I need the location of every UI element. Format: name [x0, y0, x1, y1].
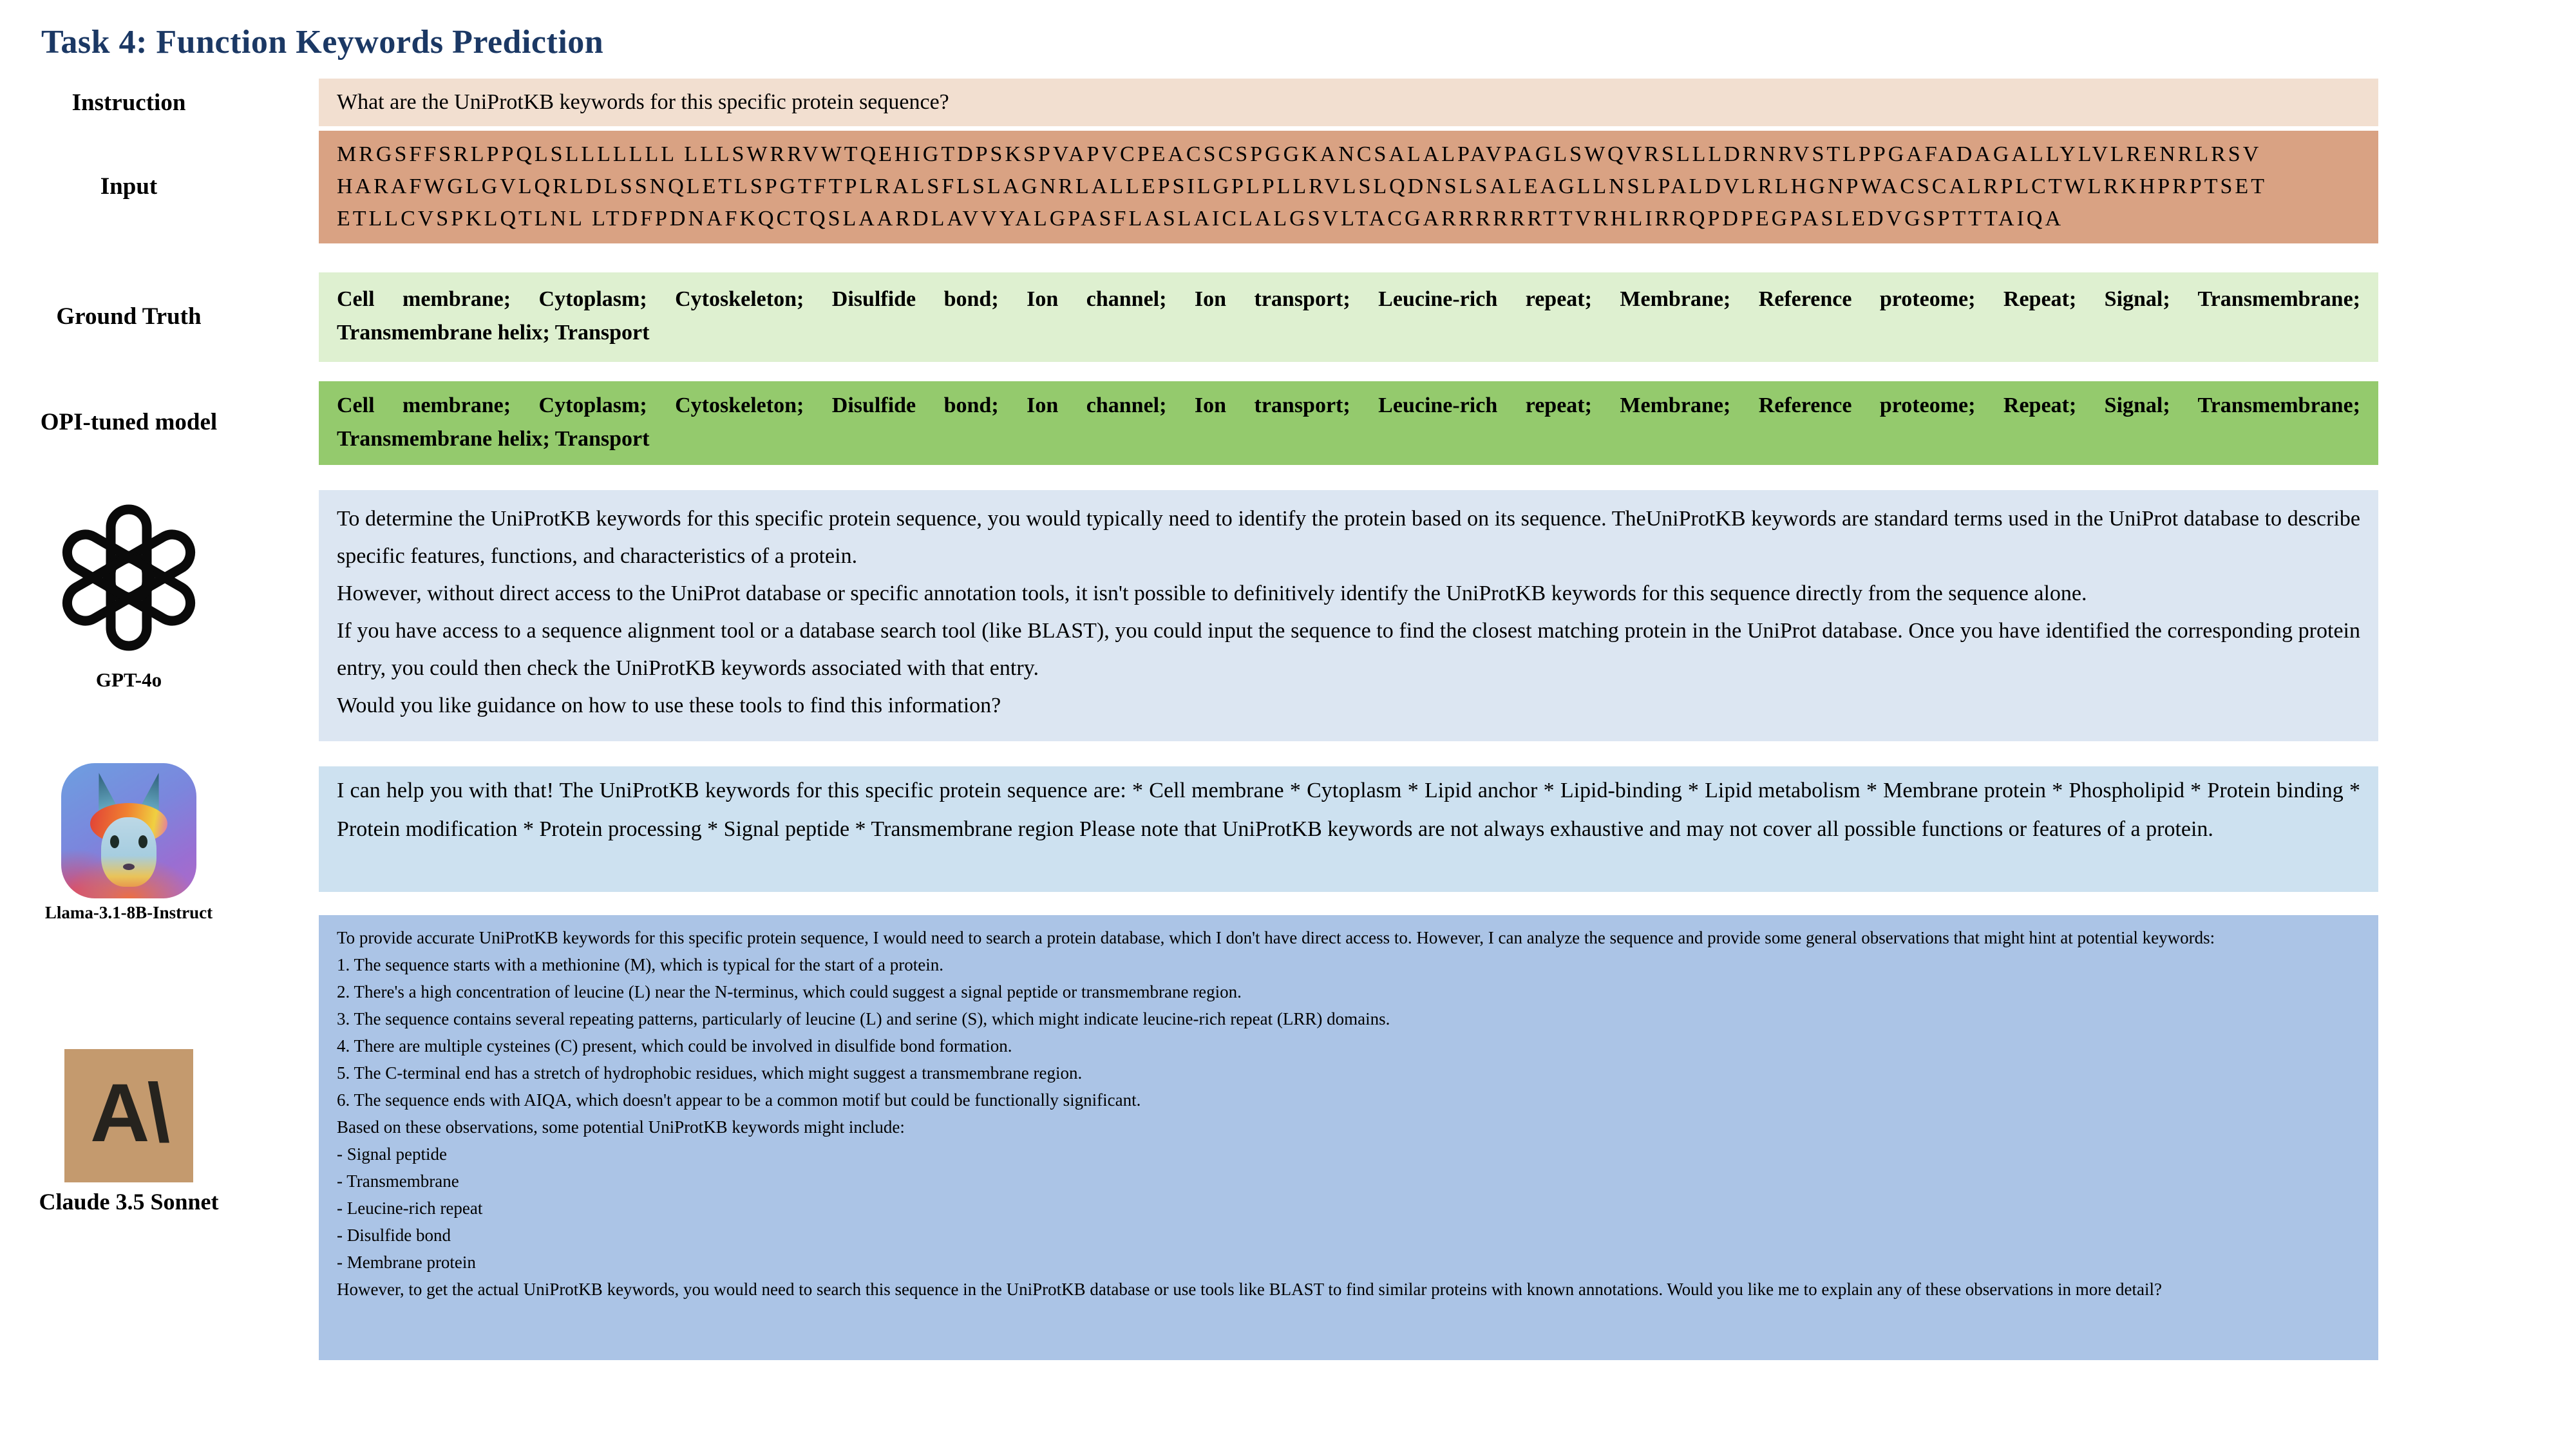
- ground-truth-box: [319, 272, 2378, 362]
- row-label-opi-model: OPI-tuned model: [40, 409, 218, 435]
- llama-eye: [110, 835, 119, 848]
- page-title: Task 4: Function Keywords Prediction: [41, 24, 604, 61]
- llama-nose: [123, 864, 135, 870]
- instruction-text: What are the UniProtKB keywords for this specific protein sequence?: [337, 90, 949, 114]
- llama-response-box: [319, 766, 2378, 892]
- llama-eye: [138, 835, 147, 848]
- row-label-instruction: Instruction: [71, 90, 186, 116]
- claude-intro: To provide accurate UniProtKB keywords for this specific protein sequence, I would need to search a protein database, which I don't have direct access to. However, I can analyze the sequence and provide some general observations that might hint at potential keywords:: [337, 928, 2215, 947]
- input-sequence-line: HARAFWGLGVLQRLDLSSNQLETLSPGTFTPLRALSFLSLAGNRLALLEPSILGPLPLLRVLSLQDNSLSALEAGLLNSLPALDVLRLHGNPWACSCALRPLCTWLRKHPRPTSET: [337, 175, 2267, 198]
- claude-keyword-item: - Membrane protein: [337, 1253, 476, 1272]
- gpt4o-paragraph: However, without direct access to the UniProt database or specific annotation tools, it isn't possible to definitively identify the UniProtKB keywords for this sequence directly from the sequence alone.: [337, 582, 2087, 605]
- claude-observation: 1. The sequence starts with a methionine (M), which is typical for the start of a protein.: [337, 955, 943, 974]
- claude-observation: 4. There are multiple cysteines (C) present, which could be involved in disulfide bond formation.: [337, 1036, 1012, 1056]
- claude-keyword-item: - Transmembrane: [337, 1171, 459, 1191]
- gpt4o-paragraph: To determine the UniProtKB keywords for this specific protein sequence, you would typically need to identify the protein based on its sequence. TheUniProtKB keywords are standard terms used in the UniProt database to describe specific features, functions, and characteristics of a protein.: [337, 507, 2360, 568]
- gpt4o-paragraph: If you have access to a sequence alignment tool or a database search tool (like BLAST), you could input the sequence to find the closest matching protein in the UniProt database. Once you have identified the corresponding protein entry, you could then check the UniProtKB keywords associated with that entry.: [337, 619, 2360, 680]
- row-label-ground-truth: Ground Truth: [56, 303, 202, 330]
- llama-icon: [61, 763, 196, 898]
- input-sequence-line: ETLLCVSPKLQTLNL LTDFPDNAFKQCTQSLAARDLAVVYALGPASFLASLAICLALGSVLTACGARRRRRRTTVRHLIRRQPDPEGPASLEDVGSPTTTAIQA: [337, 207, 2064, 231]
- openai-icon: [48, 497, 209, 658]
- claude-keywords-intro: Based on these observations, some potential UniProtKB keywords might include:: [337, 1117, 905, 1137]
- llama-response-text: I can help you with that! The UniProtKB keywords for this specific protein sequence are: * Cell membrane * Cytoplasm * Lipid anchor * Lipid-binding * Lipid metabolism * Membrane protein * Phospholipid * Protein binding * Protein modification * Protein processing * Signal peptide * Transmembrane region Please note that UniProtKB keywords are not always exhaustive and may not cover all possible functions or features of a protein.: [337, 779, 2360, 841]
- anthropic-icon: [64, 1049, 193, 1182]
- claude-keyword-item: - Disulfide bond: [337, 1226, 451, 1245]
- row-label-input: Input: [100, 173, 158, 200]
- claude-observation: 3. The sequence contains several repeating patterns, particularly of leucine (L) and serine (S), which might indicate leucine-rich repeat (LRR) domains.: [337, 1009, 1390, 1028]
- ground-truth-line: Cell membrane; Cytoplasm; Cytoskeleton; Disulfide bond; Ion channel; Ion transport; Leucine-rich repeat; Membrane; Reference proteome; Repeat; Signal; Transmembrane;: [337, 287, 2360, 311]
- claude-keyword-item: - Signal peptide: [337, 1144, 447, 1164]
- claude-response-box: [319, 915, 2378, 1360]
- model-label-llama: Llama-3.1-8B-Instruct: [44, 903, 213, 922]
- llama-face: [101, 817, 156, 887]
- instruction-box: [319, 79, 2378, 126]
- claude-observation: 5. The C-terminal end has a stretch of hydrophobic residues, which might suggest a transmembrane region.: [337, 1063, 1083, 1083]
- opi-model-line: Transmembrane helix; Transport: [337, 427, 650, 451]
- opi-model-line: Cell membrane; Cytoplasm; Cytoskeleton; Disulfide bond; Ion channel; Ion transport; Leucine-rich repeat; Membrane; Reference proteome; Repeat; Signal; Transmembrane;: [337, 393, 2360, 417]
- claude-observation: 2. There's a high concentration of leucine (L) near the N-terminus, which could suggest a signal peptide or transmembrane region.: [337, 982, 1242, 1001]
- model-label-claude: Claude 3.5 Sonnet: [39, 1189, 219, 1215]
- ground-truth-line: Transmembrane helix; Transport: [337, 321, 650, 345]
- claude-outro: However, to get the actual UniProtKB keywords, you would need to search this sequence in the UniProtKB database or use tools like BLAST to find similar proteins with known annotations. Would you like me to explain any of these observations in more detail?: [337, 1280, 2162, 1299]
- claude-keyword-item: - Leucine-rich repeat: [337, 1198, 483, 1218]
- model-label-gpt4o: GPT-4o: [95, 668, 162, 691]
- input-sequence-line: MRGSFFSRLPPQLSLLLLLLL LLLSWRRVWTQEHIGTDPSKSPVAPVCPEACSCSPGGKANCSALALPAVPAGLSWQVRSLLLDRNRVSTLPPGAFADAGALLYLVLRENRLRSV: [337, 142, 2262, 166]
- gpt4o-paragraph: Would you like guidance on how to use these tools to find this information?: [337, 694, 1001, 717]
- anthropic-logo-glyph: A\: [90, 1067, 167, 1159]
- opi-model-box: [319, 381, 2378, 465]
- claude-observation: 6. The sequence ends with AIQA, which doesn't appear to be a common motif but could be functionally significant.: [337, 1090, 1141, 1110]
- gpt4o-response-box: [319, 490, 2378, 741]
- input-box: [319, 131, 2378, 243]
